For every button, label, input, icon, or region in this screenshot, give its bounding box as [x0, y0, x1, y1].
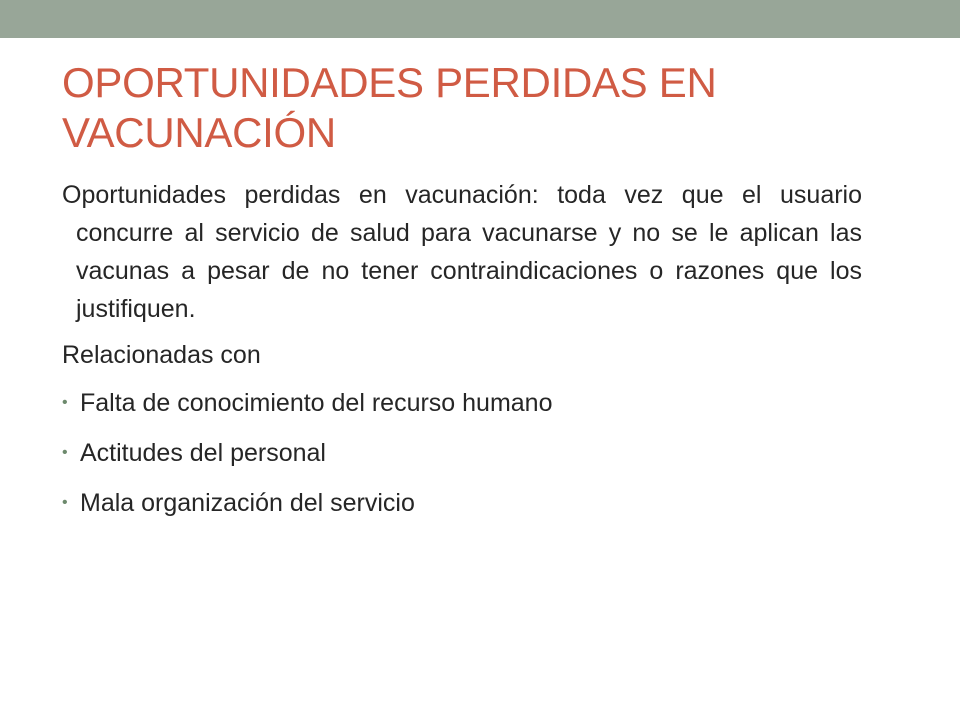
list-item [62, 484, 862, 522]
slide-title: OPORTUNIDADES PERDIDAS EN VACUNACIÓN [62, 59, 717, 156]
slide-body [62, 176, 862, 534]
bullet-text: Mala organización del servicio [80, 489, 415, 517]
top-accent-bar [0, 0, 960, 38]
bullet-icon: • [62, 494, 68, 511]
related-subheading: Relacionadas con [62, 341, 261, 369]
bullet-list [62, 384, 862, 522]
bullet-text: Actitudes del personal [80, 439, 326, 467]
definition-paragraph: Oportunidades perdidas en vacunación: toda vez que el usuario concurre al servicio de salud para vacunarse y no se le aplican las vacunas a pesar de no tener contraindicaciones o razones que los justifiquen. [62, 181, 862, 323]
list-item [62, 434, 862, 472]
bullet-icon: • [62, 444, 68, 461]
bullet-text: Falta de conocimiento del recurso humano [80, 389, 553, 417]
list-item [62, 384, 862, 422]
bullet-icon: • [62, 394, 68, 411]
